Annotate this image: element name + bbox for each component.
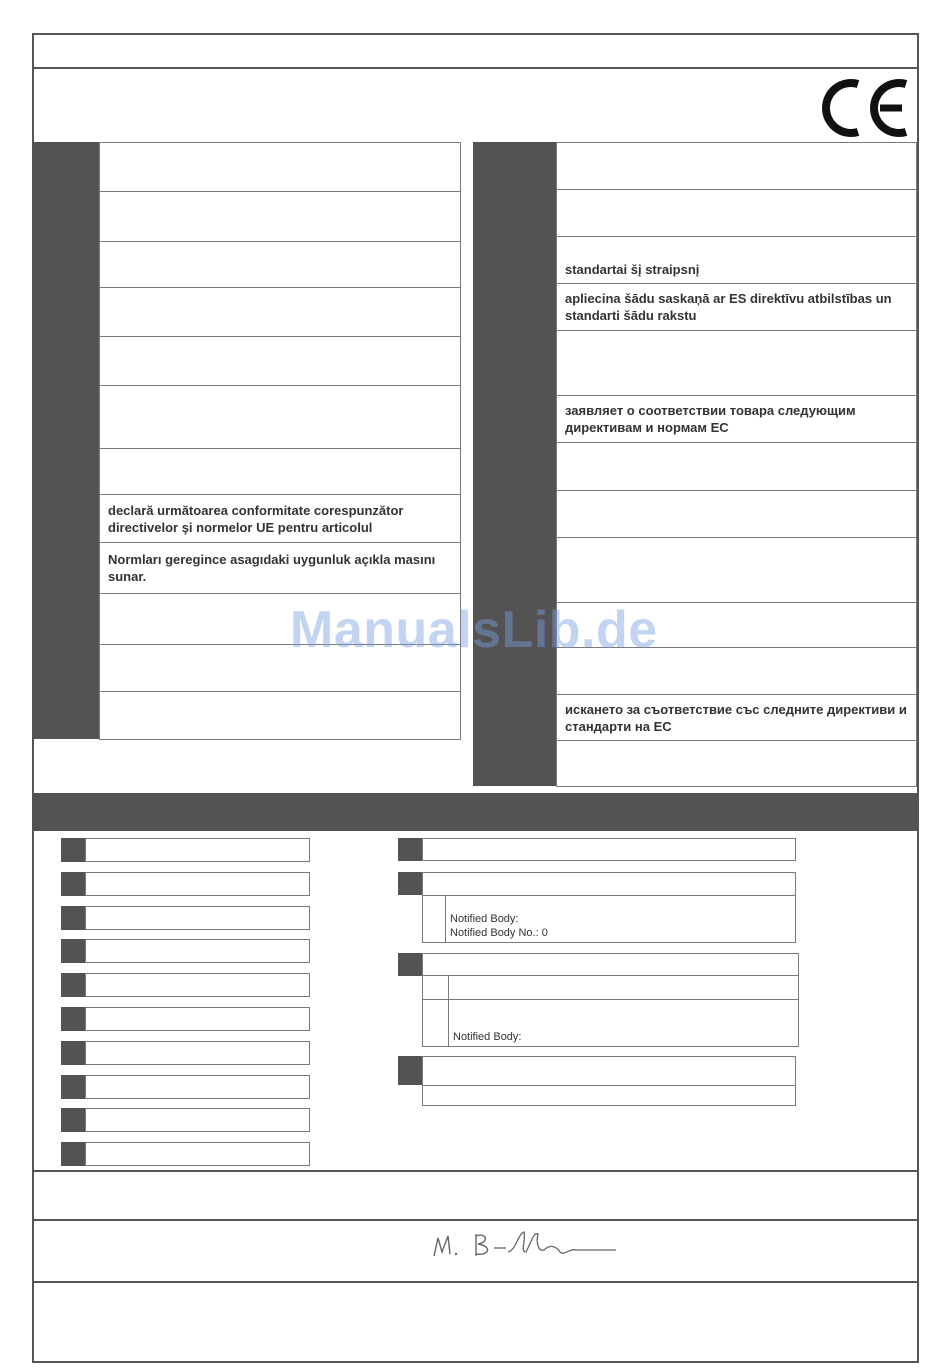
left_rows-label-cell bbox=[33, 542, 100, 593]
standard-field bbox=[85, 1142, 310, 1166]
directive-box-2-sublabel bbox=[422, 896, 446, 943]
left_rows-label-cell bbox=[33, 691, 100, 739]
directive-box-3-sublabel bbox=[422, 976, 449, 1047]
standard-marker bbox=[61, 973, 86, 997]
left_rows-text-cell bbox=[99, 336, 461, 386]
right_rows-text-cell bbox=[556, 330, 917, 396]
right_rows-text-cell bbox=[556, 694, 917, 741]
right_rows-label-cell bbox=[473, 189, 557, 236]
footer-box-1 bbox=[33, 1170, 918, 1221]
left_rows-label-cell bbox=[33, 593, 100, 644]
section-band bbox=[33, 793, 918, 831]
notified-body-label-2: Notified Body: bbox=[453, 1031, 522, 1043]
right_rows-label-cell bbox=[473, 330, 557, 395]
right_rows-label-cell bbox=[473, 442, 557, 490]
right_rows-text-cell bbox=[556, 142, 917, 190]
left_rows-label-cell bbox=[33, 494, 100, 542]
left_rows-text-cell bbox=[99, 448, 461, 495]
left_rows-text: Normları geregince asagıdaki uygunluk açıkla masını sunar. bbox=[108, 552, 436, 584]
right_rows-text-cell bbox=[556, 490, 917, 538]
directive-box-3-divider-a bbox=[422, 975, 799, 976]
left_rows-text-cell bbox=[99, 542, 461, 594]
header-divider bbox=[32, 67, 919, 69]
directive-marker-3 bbox=[398, 953, 423, 976]
standard-marker bbox=[61, 906, 86, 930]
right_rows-text: заявляет о соответствии товара следующим директивам и нормам ЕС bbox=[565, 403, 856, 435]
standard-field bbox=[85, 872, 310, 896]
ce-mark-icon bbox=[822, 76, 912, 140]
left_rows-label-cell bbox=[33, 287, 100, 336]
footer-divider bbox=[33, 1281, 918, 1283]
left_rows-text-cell bbox=[99, 142, 461, 192]
standard-field bbox=[85, 973, 310, 997]
right_rows-label-cell bbox=[473, 395, 557, 442]
directive-box-4 bbox=[422, 1056, 796, 1106]
right_rows-text: standartai šį straipsnį bbox=[565, 262, 700, 277]
right_rows-label-cell bbox=[473, 236, 557, 283]
directive-marker-4 bbox=[398, 1056, 423, 1085]
right_rows-label-cell bbox=[473, 537, 557, 602]
left_rows-label-cell bbox=[33, 448, 100, 494]
left_rows-label-cell bbox=[33, 644, 100, 691]
directive-box-2-divider bbox=[422, 895, 796, 896]
right_rows-text: искането за съответствие със следните директиви и стандарти на ЕС bbox=[565, 701, 907, 734]
directive-box-4-divider bbox=[422, 1085, 796, 1086]
notified-body-label: Notified Body: bbox=[450, 913, 519, 925]
left_rows-label-cell bbox=[33, 385, 100, 448]
standard-field bbox=[85, 1041, 310, 1065]
left_rows-text-cell bbox=[99, 241, 461, 288]
right_rows-text-cell bbox=[556, 395, 917, 443]
right_rows-text-cell bbox=[556, 442, 917, 491]
right_rows-label-cell bbox=[473, 142, 557, 189]
directive-marker-2 bbox=[398, 872, 423, 895]
right_rows-text-cell bbox=[556, 236, 917, 284]
standard-marker bbox=[61, 1007, 86, 1031]
standard-marker bbox=[61, 838, 86, 862]
standard-field bbox=[85, 939, 310, 963]
watermark: ManualsLib.de bbox=[290, 601, 658, 659]
notified-body-number: Notified Body No.: 0 bbox=[450, 927, 548, 939]
right_rows-text-cell bbox=[556, 537, 917, 603]
directive-box-3-divider-b bbox=[422, 999, 799, 1000]
left_rows-text-cell bbox=[99, 191, 461, 242]
standard-marker bbox=[61, 1075, 86, 1099]
standard-field bbox=[85, 1075, 310, 1099]
left_rows-text-cell bbox=[99, 385, 461, 449]
right_rows-text: apliecina šādu saskaņā ar ES direktīvu atbilstības un standarti šādu rakstu bbox=[565, 291, 892, 323]
standard-field bbox=[85, 1108, 310, 1132]
right_rows-label-cell bbox=[473, 694, 557, 740]
left_rows-label-cell bbox=[33, 142, 100, 191]
standard-field bbox=[85, 906, 310, 930]
left_rows-label-cell bbox=[33, 191, 100, 241]
standard-marker bbox=[61, 1142, 86, 1166]
right_rows-label-cell bbox=[473, 283, 557, 330]
standard-marker bbox=[61, 872, 86, 896]
directive-box-1 bbox=[422, 838, 796, 861]
left_rows-text-cell bbox=[99, 287, 461, 337]
left_rows-text-cell bbox=[99, 691, 461, 740]
right_rows-text-cell bbox=[556, 740, 917, 787]
left_rows-label-cell bbox=[33, 241, 100, 287]
standard-marker bbox=[61, 1108, 86, 1132]
left_rows-text-cell bbox=[99, 494, 461, 543]
directive-marker-1 bbox=[398, 838, 423, 861]
standard-marker bbox=[61, 939, 86, 963]
right_rows-label-cell bbox=[473, 490, 557, 537]
standard-field bbox=[85, 1007, 310, 1031]
right_rows-label-cell bbox=[473, 740, 557, 786]
standard-marker bbox=[61, 1041, 86, 1065]
signature bbox=[430, 1226, 620, 1266]
left_rows-label-cell bbox=[33, 336, 100, 385]
left_rows-text: declară următoarea conformitate corespunzător directivelor şi normelor UE pentru articolul bbox=[108, 502, 404, 535]
standard-field bbox=[85, 838, 310, 862]
right_rows-text-cell bbox=[556, 189, 917, 237]
right_rows-text-cell bbox=[556, 283, 917, 331]
